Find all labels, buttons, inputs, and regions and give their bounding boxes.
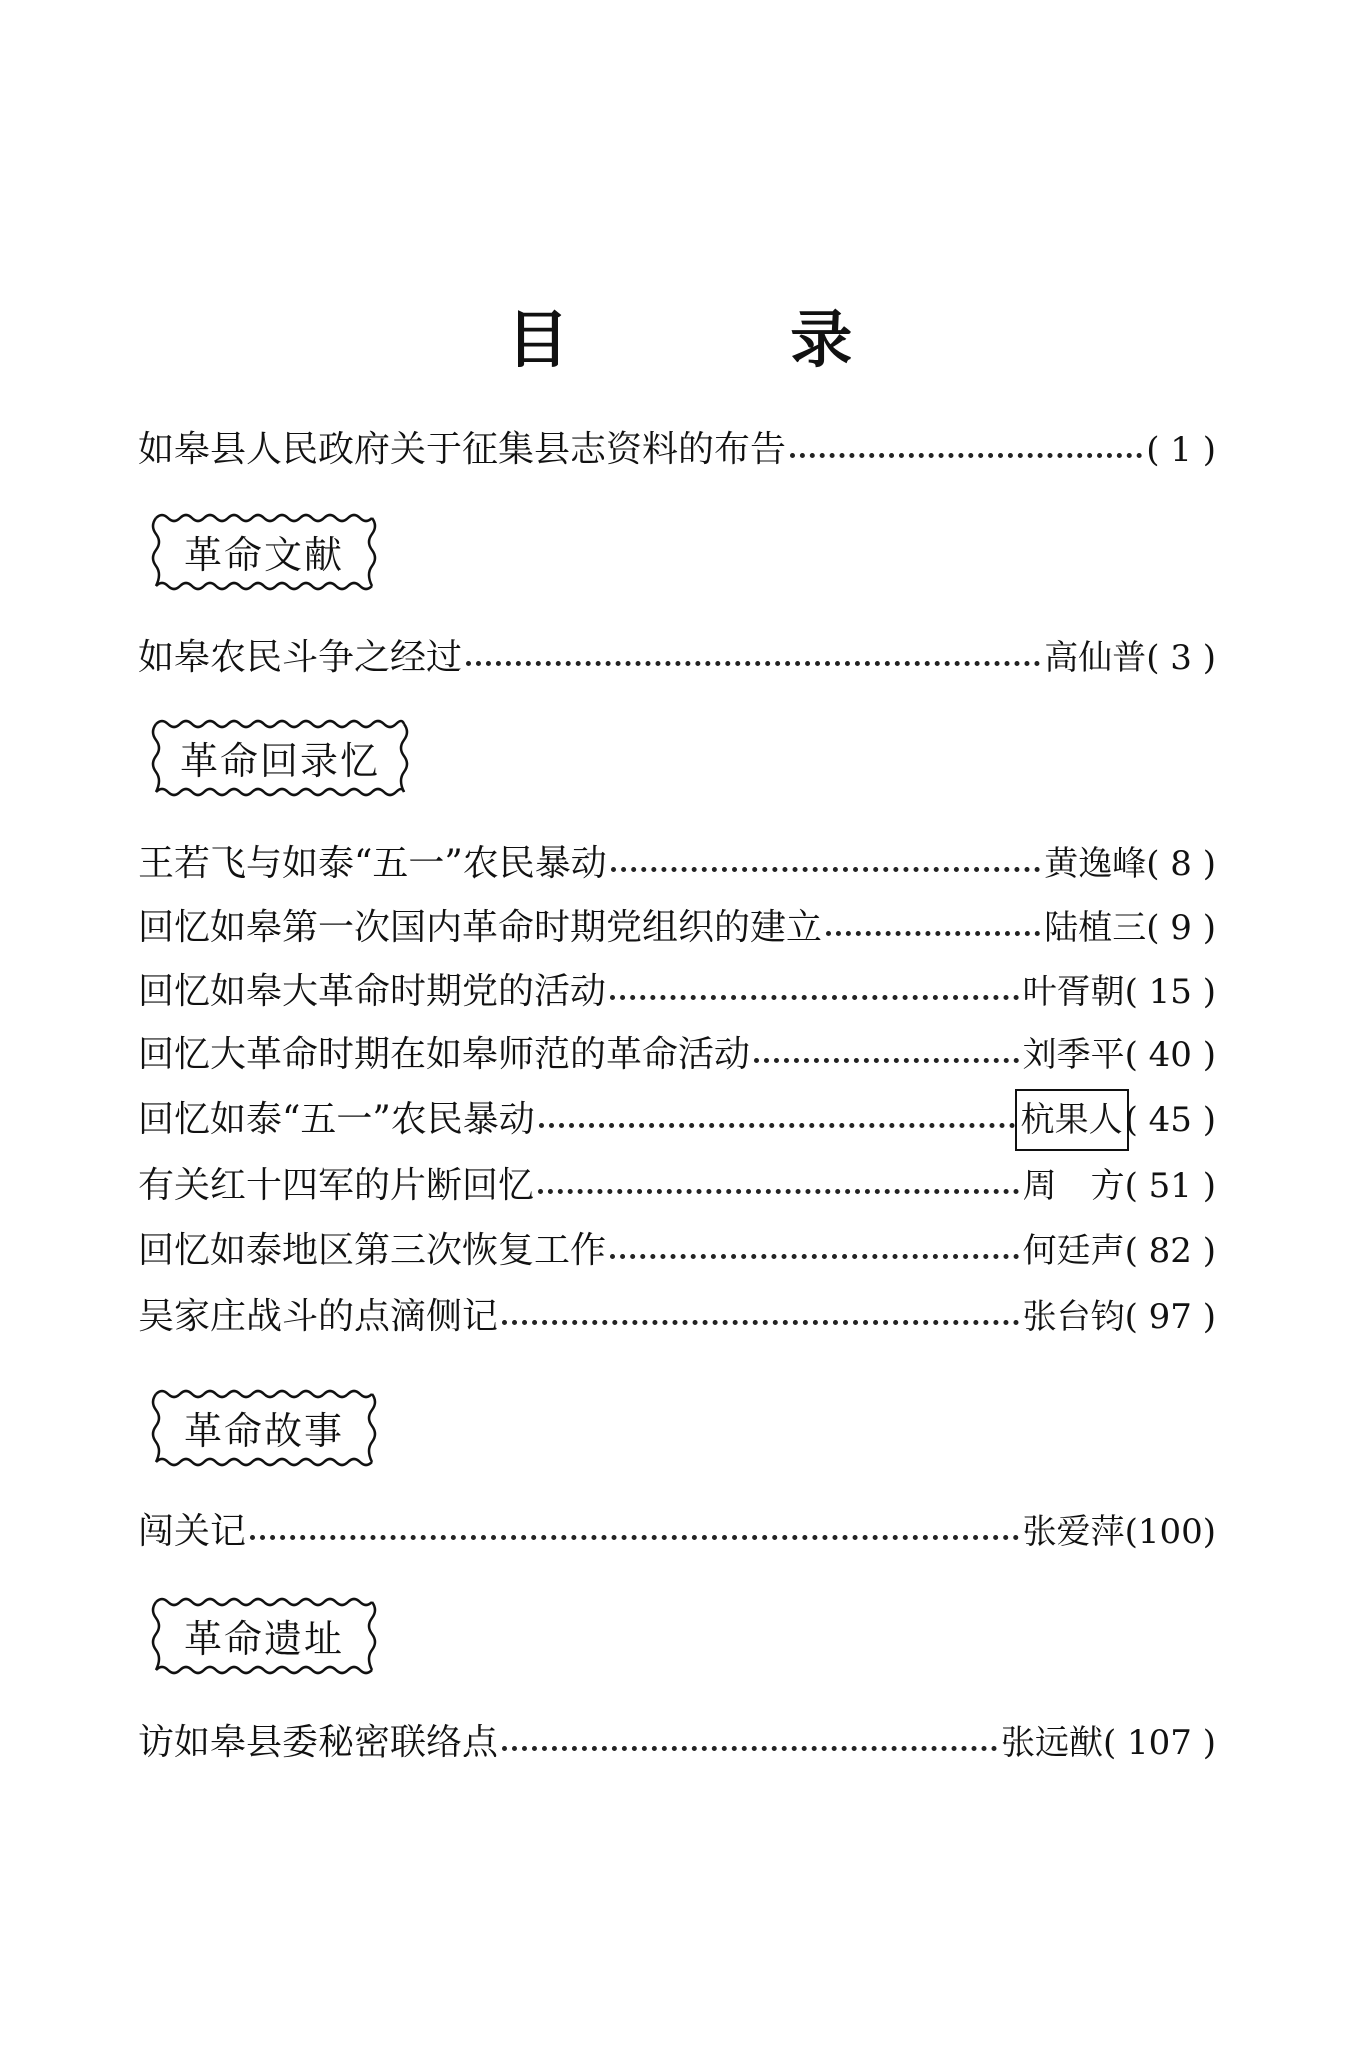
toc-entry[interactable] [138, 631, 1216, 685]
entry-author: 周 方 [1022, 1166, 1125, 1206]
toc-entry[interactable] [138, 1505, 1216, 1559]
section-label: 革命回录忆 [179, 738, 380, 783]
entry-author: 叶胥朝 [1022, 972, 1125, 1012]
toc-entry[interactable] [138, 1159, 1216, 1213]
entry-title: 回忆如泰“五一”农民暴动 [138, 1099, 535, 1140]
entry-title: 如皋县人民政府关于征集县志资料的布告 [138, 429, 787, 470]
toc-entry[interactable] [138, 901, 1216, 955]
entry-title: 王若飞与如泰“五一”农民暴动 [138, 843, 607, 884]
section-heading-revolutionary-sites [148, 1594, 380, 1676]
page-title: 目 录 [506, 303, 953, 376]
entry-author: 杭果人 [1019, 1093, 1125, 1147]
entry-page-number: ( 107 ) [1102, 1723, 1216, 1763]
section-heading-revolutionary-documents [148, 510, 380, 592]
entry-title: 回忆大革命时期在如皋师范的革命活动 [138, 1034, 751, 1075]
entry-page-number: ( 97 ) [1124, 1297, 1216, 1337]
dot-leader [610, 1254, 1019, 1259]
section-label: 革命遗址 [183, 1616, 344, 1661]
dot-leader [538, 1189, 1019, 1194]
entry-page-number: ( 82 ) [1124, 1231, 1216, 1271]
entry-title: 有关红十四军的片断回忆 [138, 1165, 535, 1206]
entry-page-number: (100) [1124, 1512, 1216, 1552]
entry-page-number: ( 9 ) [1146, 908, 1216, 948]
dot-leader [754, 1058, 1019, 1063]
dot-leader [502, 1320, 1019, 1325]
entry-title: 吴家庄战斗的点滴侧记 [138, 1296, 499, 1337]
dot-leader [502, 1746, 997, 1751]
toc-entry[interactable] [138, 1028, 1216, 1082]
dot-leader [539, 1123, 1015, 1128]
entry-title: 闯关记 [138, 1511, 247, 1552]
entry-author: 陆植三 [1044, 908, 1147, 948]
toc-entry[interactable] [138, 1224, 1216, 1278]
entry-page-number: ( 51 ) [1124, 1166, 1216, 1206]
entry-author: 刘季平 [1022, 1035, 1125, 1075]
entry-author: 何廷声 [1022, 1231, 1125, 1271]
section-heading-revolutionary-memoirs [148, 716, 412, 798]
entry-author: 张远猷 [1000, 1723, 1103, 1763]
entry-page-number: ( 40 ) [1124, 1035, 1216, 1075]
entry-page-number: ( 45 ) [1124, 1100, 1216, 1140]
entry-author: 张爱萍 [1022, 1512, 1125, 1552]
entry-author: 高仙普 [1044, 638, 1147, 678]
entry-page-number: ( 8 ) [1146, 844, 1216, 884]
entry-title: 回忆如皋第一次国内革命时期党组织的建立 [138, 907, 823, 948]
entry-page-number: ( 15 ) [1124, 972, 1216, 1012]
dot-leader [466, 661, 1040, 666]
section-label: 革命故事 [183, 1408, 344, 1453]
entry-title: 如皋农民斗争之经过 [138, 637, 463, 678]
entry-author: 张台钧 [1022, 1297, 1125, 1337]
entry-author: 黄逸峰 [1044, 844, 1147, 884]
section-heading-revolutionary-stories [148, 1386, 380, 1468]
toc-entry[interactable] [138, 1716, 1216, 1770]
toc-entry[interactable] [138, 423, 1216, 477]
dot-leader [826, 931, 1040, 936]
entry-title: 访如皋县委秘密联络点 [138, 1722, 499, 1763]
dot-leader [790, 453, 1142, 458]
toc-entry[interactable] [138, 837, 1216, 891]
entry-page-number: ( 1 ) [1146, 430, 1216, 470]
dot-leader [611, 867, 1040, 872]
entry-page-number: ( 3 ) [1146, 638, 1216, 678]
toc-entry[interactable] [138, 1290, 1216, 1344]
toc-entry[interactable] [138, 965, 1216, 1019]
entry-title: 回忆如泰地区第三次恢复工作 [138, 1230, 607, 1271]
dot-leader [610, 995, 1019, 1000]
section-label: 革命文献 [183, 532, 344, 577]
dot-leader [250, 1535, 1019, 1540]
toc-entry[interactable] [138, 1093, 1216, 1147]
entry-title: 回忆如皋大革命时期党的活动 [138, 971, 607, 1012]
